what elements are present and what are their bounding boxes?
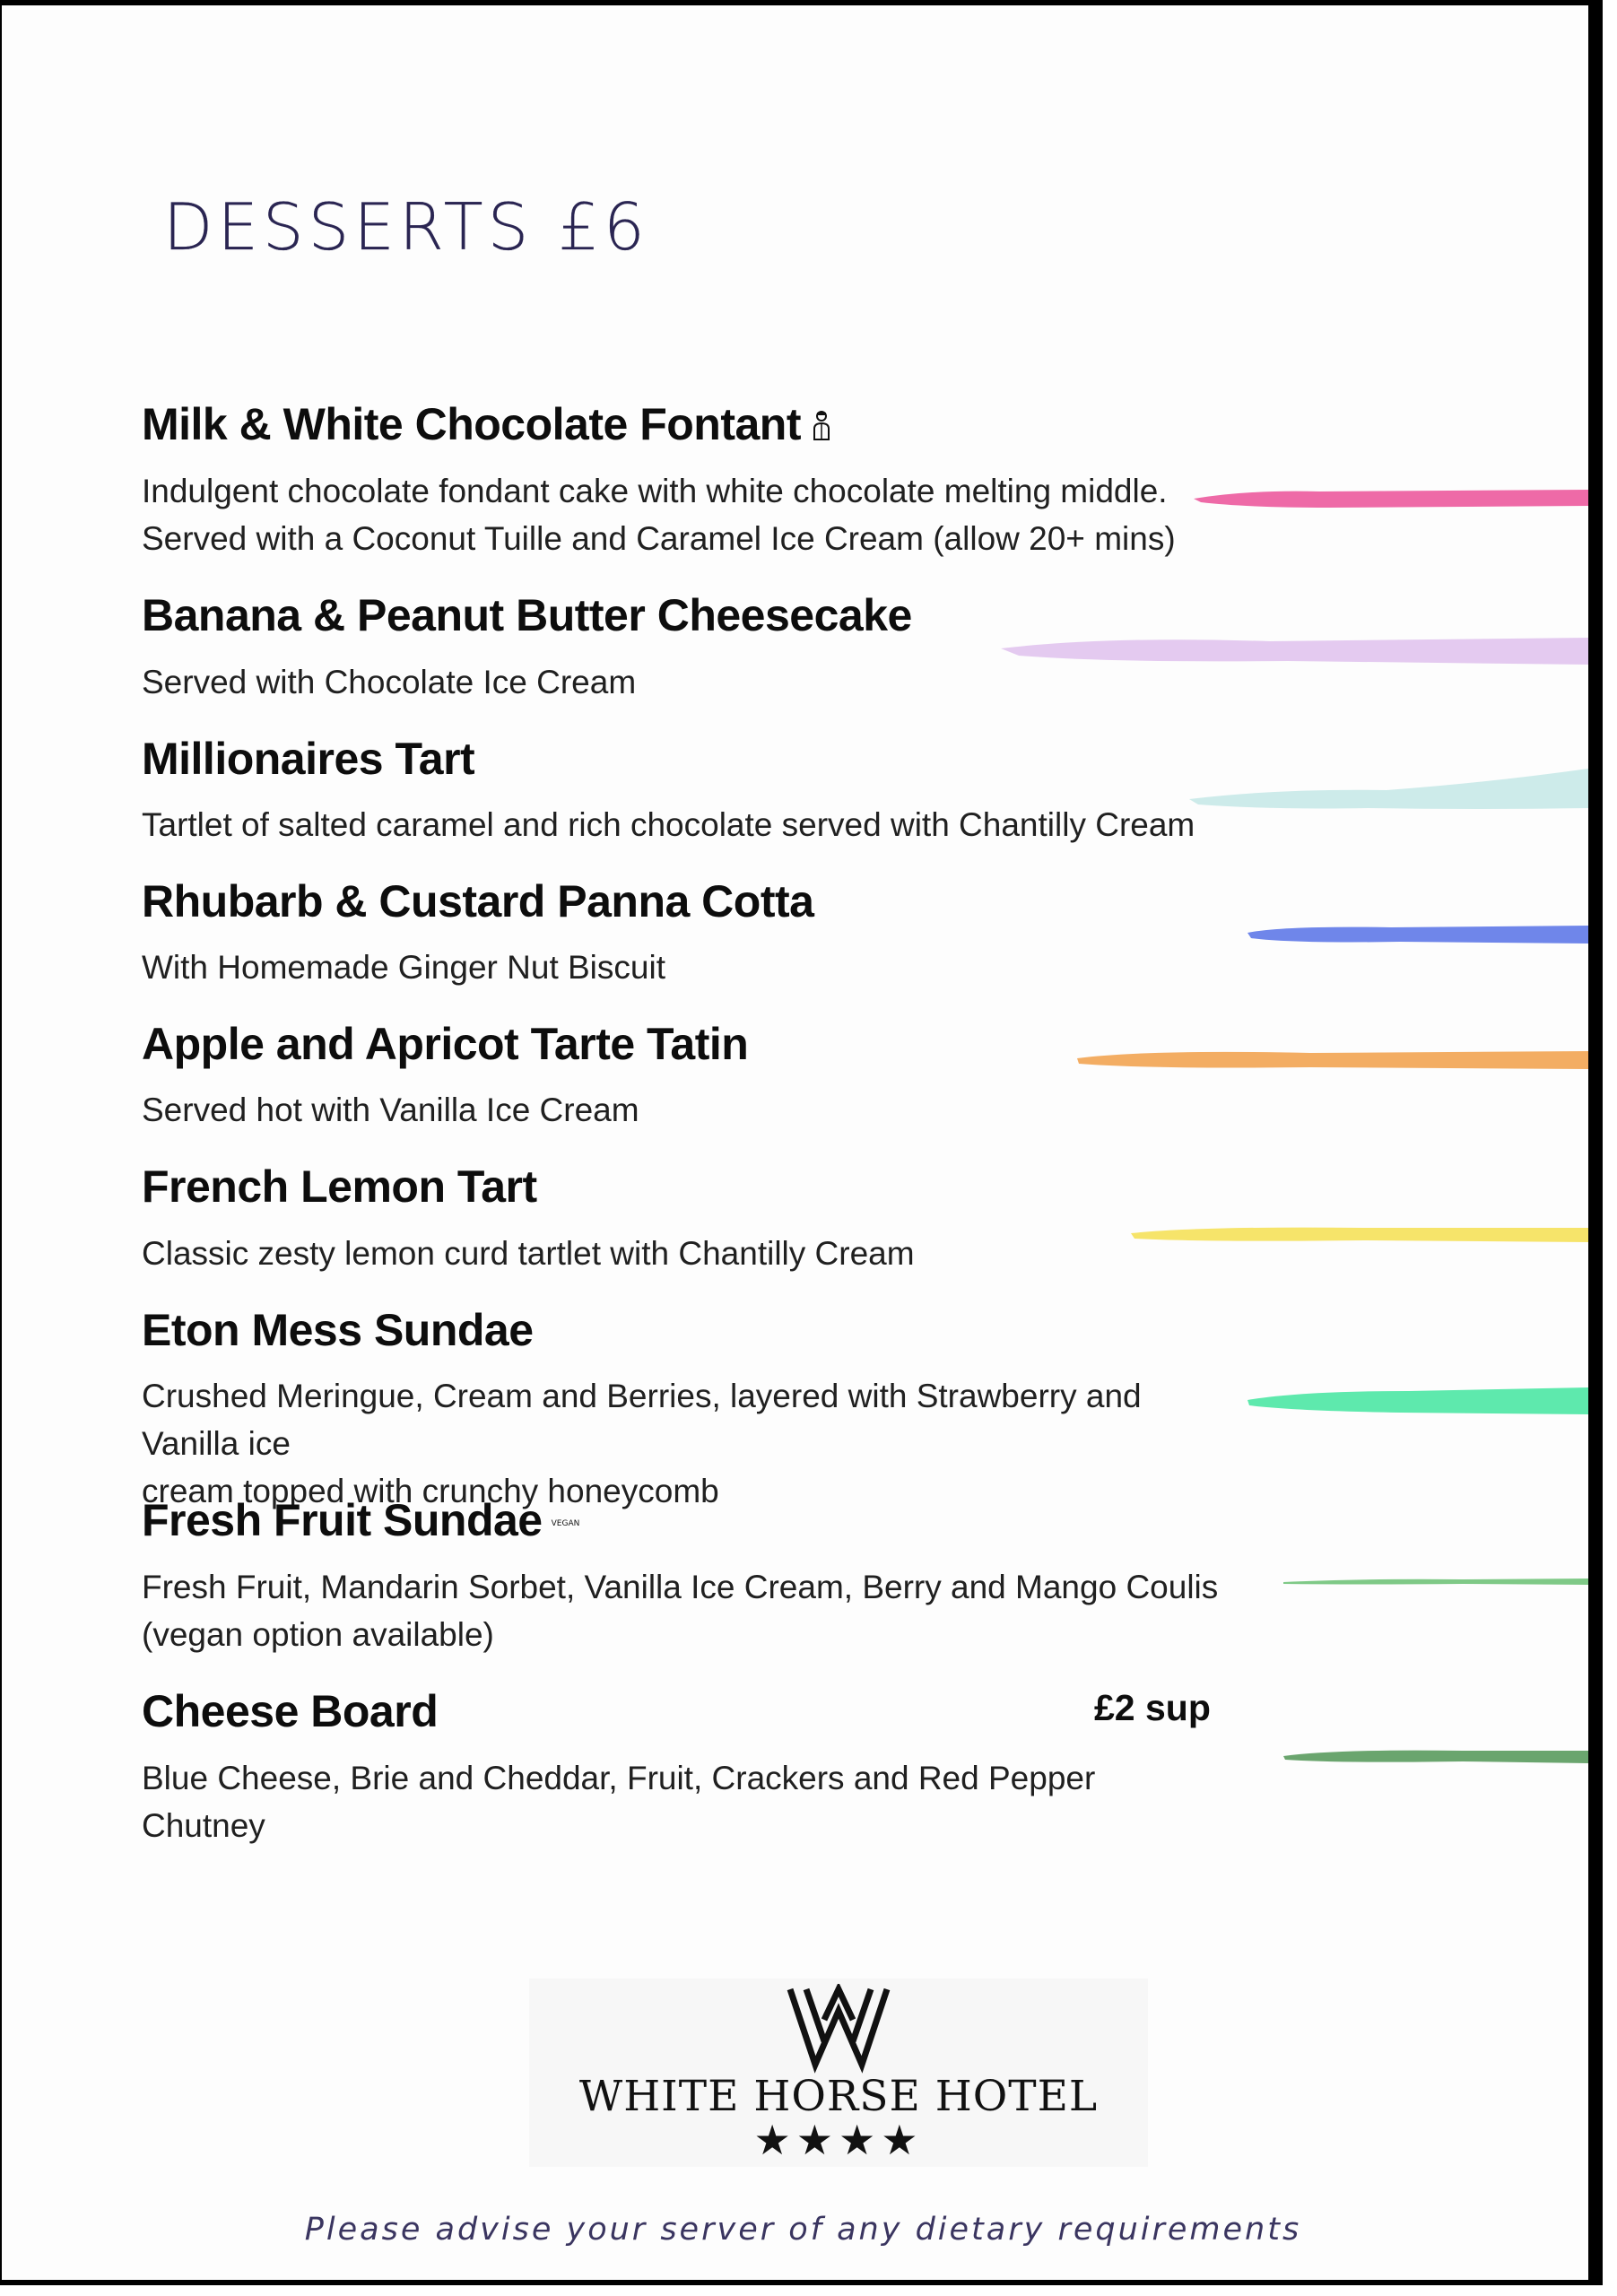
dessert-name: Banana & Peanut Butter Cheesecake (142, 590, 912, 640)
description-line: Chutney (142, 1807, 265, 1844)
paint-stroke-mint (1248, 1382, 1588, 1418)
paint-stroke-aqua (1189, 763, 1588, 817)
chef-icon (812, 409, 831, 441)
dessert-description (142, 1230, 1245, 1277)
paint-stroke-green (1283, 1575, 1588, 1589)
paint-stroke-orange (1077, 1046, 1588, 1073)
dessert-description (142, 944, 1245, 991)
dessert-description (142, 1754, 1245, 1849)
description-line: Served with Chocolate Ice Cream (142, 664, 637, 700)
hotel-name: WHITE HORSE HOTEL (578, 2072, 1099, 2121)
dessert-name (142, 1493, 579, 1551)
dessert-name (142, 397, 831, 451)
paint-stroke-darkgreen (1283, 1745, 1588, 1767)
menu-heading: DESSERTS £6 (163, 189, 649, 265)
paint-stroke-yellow (1131, 1221, 1588, 1246)
dessert-name: Apple and Apricot Tarte Tatin (142, 1019, 749, 1069)
description-line: Indulgent chocolate fondant cake with white chocolate melting middle. (142, 473, 1168, 509)
dessert-description (142, 1086, 1245, 1134)
dessert-name-text: Fresh Fruit Sundae (142, 1495, 543, 1545)
paint-stroke-blue (1248, 920, 1588, 947)
dessert-description (142, 1563, 1245, 1658)
dessert-name: Millionaires Tart (142, 734, 475, 784)
description-line: cream topped with crunchy honeycomb (142, 1473, 719, 1509)
description-line: Served hot with Vanilla Ice Cream (142, 1091, 639, 1128)
dessert-name-text: Milk & White Chocolate Fontant (142, 399, 801, 449)
dietary-note: Please advise your server of any dietary requirements (304, 2212, 1302, 2248)
description-line: Tartlet of salted caramel and rich chocolate served with Chantilly Cream (142, 806, 1195, 843)
description-line: Fresh Fruit, Mandarin Sorbet, Vanilla Ice Cream, Berry and Mango Coulis (142, 1569, 1219, 1605)
description-line: (vegan option available) (142, 1616, 494, 1653)
description-line: Blue Cheese, Brie and Cheddar, Fruit, Crackers and Red Pepper (142, 1760, 1096, 1796)
dessert-description (142, 467, 1245, 562)
dessert-name: Cheese Board (142, 1686, 439, 1736)
description-line: Classic zesty lemon curd tartlet with Chantilly Cream (142, 1235, 915, 1272)
dessert-name: French Lemon Tart (142, 1161, 537, 1212)
vegan-badge: VEGAN (551, 1518, 580, 1528)
description-line: With Homemade Ginger Nut Biscuit (142, 949, 665, 986)
paint-stroke-lilac (1001, 629, 1588, 670)
hotel-stars: ★★★★ (753, 2116, 924, 2164)
description-line: Served with a Coconut Tuille and Caramel Ice Cream (allow 20+ mins) (142, 520, 1176, 557)
paint-stroke-pink (1194, 481, 1588, 513)
dessert-name: Rhubarb & Custard Panna Cotta (142, 876, 814, 926)
price-supplement: £2 sup (1094, 1687, 1211, 1728)
description-line: Crushed Meringue, Cream and Berries, layered with Strawberry and Vanilla ice (142, 1378, 1142, 1462)
hotel-logo (529, 1979, 1148, 2167)
w-monogram-icon (785, 1984, 892, 2074)
dessert-description (142, 801, 1245, 848)
dessert-name: Eton Mess Sundae (142, 1305, 534, 1355)
